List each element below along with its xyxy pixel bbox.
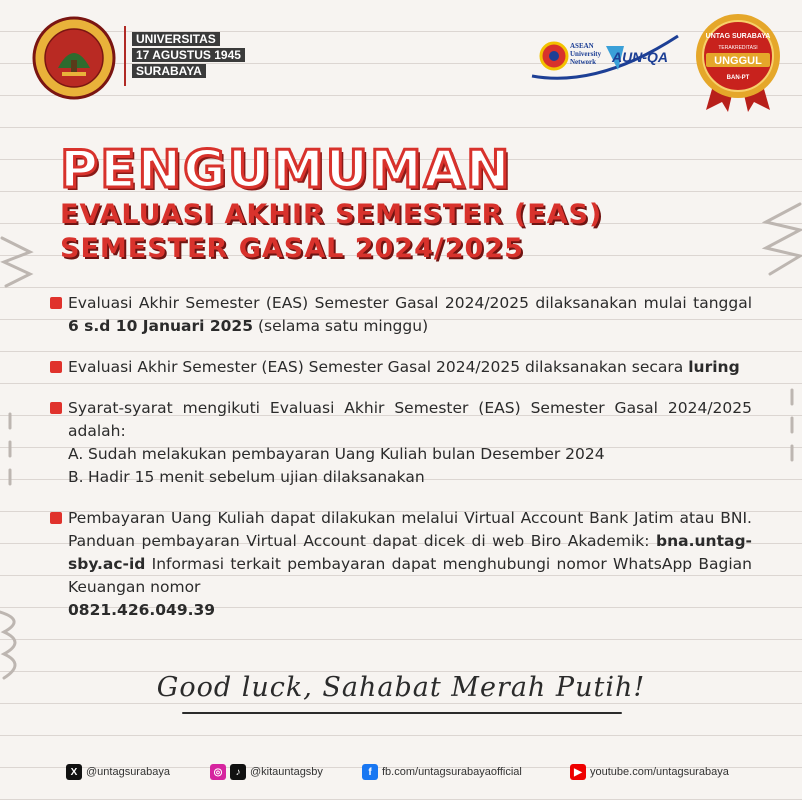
requirement-a: A. Sudah melakukan pembayaran Uang Kuliah bulan Desember 2024 <box>68 445 605 463</box>
dash-decoration-right <box>786 388 798 468</box>
whatsapp-number: 0821.426.049.39 <box>68 601 216 619</box>
item-1-date: 6 s.d 10 Januari 2025 <box>68 317 254 335</box>
seal-main-text: UNGGUL <box>714 55 762 67</box>
header-separator <box>124 26 126 86</box>
announcement-subtitle-1: EVALUASI AKHIR SEMESTER (EAS) <box>60 199 603 230</box>
item-2-text: Evaluasi Akhir Semester (EAS) Semester Gasal 2024/2025 dilaksanakan secara luring <box>68 358 740 376</box>
announcement-item-2 <box>48 356 752 379</box>
bullet-icon <box>50 297 62 309</box>
item-2-mode: luring <box>688 358 740 376</box>
accreditation-seal <box>692 12 784 112</box>
announcement-item-1 <box>48 292 752 338</box>
youtube-handle[interactable]: ▶ youtube.com/untagsurabaya <box>570 764 729 780</box>
biro-akademik-link[interactable]: bna.untag-sby.ac-id <box>68 532 752 573</box>
announcement-items <box>48 292 752 640</box>
announcement-title: PENGUMUMAN <box>60 140 512 200</box>
facebook-icon: f <box>362 764 378 780</box>
asean-text-3: Network <box>570 58 597 66</box>
facebook-handle[interactable]: f fb.com/untagsurabayaofficial <box>362 764 522 780</box>
requirement-b: B. Hadir 15 menit sebelum ujian dilaksanakan <box>68 468 425 486</box>
x-handle[interactable]: X @untagsurabaya <box>66 764 170 780</box>
instagram-icon: ◎ <box>210 764 226 780</box>
seal-mid-text: TERAKREDITASI <box>718 45 758 51</box>
announcement-item-3 <box>48 397 752 489</box>
aun-qa-text: AUN-QA <box>612 49 668 65</box>
item-3-text: Syarat-syarat mengikuti Evaluasi Akhir Semester (EAS) Semester Gasal 2024/2025 adalah: <box>68 399 752 440</box>
tiktok-icon: ♪ <box>230 764 246 780</box>
asean-text-2: University <box>570 50 602 58</box>
item-4-text: Pembayaran Uang Kuliah dapat dilakukan melalui Virtual Account Bank Jatim atau BNI. Panduan pembayaran Virtual Account dapat dicek di web Biro Akademik: bna.untag-sby.ac-id Informasi terkait pembayaran dapat menghubungi nomor WhatsApp Bagian Keuangan nomor 0821.426.049.39 <box>68 509 752 619</box>
dash-decoration-left <box>4 412 16 492</box>
asean-university-network-logo <box>528 26 688 86</box>
youtube-icon: ▶ <box>570 764 586 780</box>
x-icon: X <box>66 764 82 780</box>
bullet-icon <box>50 361 62 373</box>
university-name-line-1: UNIVERSITAS <box>132 32 220 46</box>
bullet-icon <box>50 402 62 414</box>
social-footer <box>0 752 802 792</box>
seal-top-text: UNTAG SURABAYA <box>705 33 771 40</box>
university-name-line-2: 17 AGUSTUS 1945 <box>132 48 245 62</box>
zigzag-decoration-left <box>0 232 36 292</box>
asean-text-1: ASEAN <box>570 42 594 50</box>
university-name <box>132 32 245 80</box>
requirements-list <box>68 443 752 489</box>
item-1-text: Evaluasi Akhir Semester (EAS) Semester Gasal 2024/2025 dilaksanakan mulai tanggal 6 s.d 10 Januari 2025 (selama satu minggu) <box>68 294 752 335</box>
announcement-item-4 <box>48 507 752 622</box>
announcement-subtitle-2: SEMESTER GASAL 2024/2025 <box>60 233 524 264</box>
seal-bottom-text: BAN-PT <box>726 75 750 81</box>
university-name-line-3: SURABAYA <box>132 64 206 78</box>
closing-message: Good luck, Sahabat Merah Putih! <box>156 672 646 703</box>
closing-underline <box>182 712 622 714</box>
bullet-icon <box>50 512 62 524</box>
university-logo <box>32 16 116 100</box>
instagram-tiktok-handle[interactable]: ◎ ♪ @kitauntagsby <box>210 764 323 780</box>
